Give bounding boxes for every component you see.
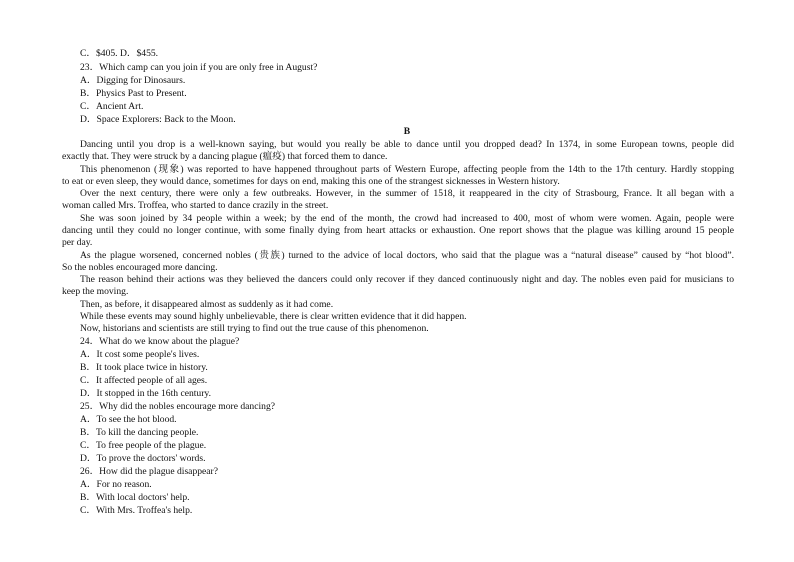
q23-option-d: D．Space Explorers: Back to the Moon.	[80, 114, 236, 125]
passage-line: exactly that. They were struck by a dancing plague (瘟疫) that forced them to dance.	[62, 151, 388, 162]
q24-option-c: C．It affected people of all ages.	[80, 375, 208, 386]
passage-line: So the nobles encouraged more dancing.	[62, 262, 218, 273]
passage-line: Then, as before, it disappeared almost as suddenly as it had come.	[80, 299, 334, 310]
q26-option-a: A．For no reason.	[80, 479, 152, 490]
section-label: B	[403, 126, 411, 137]
q23-option-c: C．Ancient Art.	[80, 101, 144, 112]
passage-line: This phenomenon (现象) was reported to have happened throughout parts of Western Europe, affecting people from the 14th to the 17th century. Hardly stopping	[80, 164, 734, 175]
q22-options-cd: C．$405. D．$455.	[80, 48, 159, 59]
q25-option-d: D．To prove the doctors' words.	[80, 453, 206, 464]
q26-option-b: B．With local doctors' help.	[80, 492, 190, 503]
passage-line: Now, historians and scientists are still trying to find out the true cause of this phenomenon.	[80, 323, 429, 334]
q25-question: 25．Why did the nobles encourage more dancing?	[80, 401, 276, 412]
q26-option-c: C．With Mrs. Troffea's help.	[80, 505, 193, 516]
passage-line: per day.	[62, 237, 93, 248]
q25-option-a: A．To see the hot blood.	[80, 414, 177, 425]
passage-line: As the plague worsened, concerned nobles (贵族) turned to the advice of local doctors, who said that the plague was a “natural disease” caused by “hot blood”.	[80, 250, 734, 261]
passage-line: She was soon joined by 34 people within a week; by the end of the month, the crowd had increased to 400, most of whom were women. Again, people were	[80, 213, 734, 224]
passage-line: dancing until they could no longer continue, with some finally dying from heart attacks or exhaustion. One report shows that the plague was killing around 15 people	[62, 225, 734, 236]
q23-option-b: B．Physics Past to Present.	[80, 88, 187, 99]
q26-question: 26．How did the plague disappear?	[80, 466, 219, 477]
q24-option-b: B．It took place twice in history.	[80, 362, 208, 373]
q23-question: 23．Which camp can you join if you are only free in August?	[80, 62, 318, 73]
passage-line: keep the moving.	[62, 286, 129, 297]
q24-option-a: A．It cost some people's lives.	[80, 349, 200, 360]
passage-line: The reason behind their actions was they believed the dancers could only recover if they danced continuously night and day. The nobles even paid for musicians to	[80, 274, 734, 285]
q24-option-d: D．It stopped in the 16th century.	[80, 388, 212, 399]
q25-option-b: B．To kill the dancing people.	[80, 427, 199, 438]
passage-line: woman called Mrs. Troffea, who started to dance crazily in the street.	[62, 200, 329, 211]
passage-line: While these events may sound highly unbelievable, there is clear written evidence that it did happen.	[80, 311, 467, 322]
passage-line: to eat or even sleep, they would dance, sometimes for days on end, making this one of the strangest sicknesses in Western history.	[62, 176, 560, 187]
q25-option-c: C．To free people of the plague.	[80, 440, 207, 451]
passage-line: Dancing until you drop is a well-known saying, but would you really be able to dance until you dropped dead? In 1374, in some European towns, people did	[80, 139, 734, 150]
q23-option-a: A．Digging for Dinosaurs.	[80, 75, 186, 86]
passage-line: Over the next century, there were only a few outbreaks. However, in the summer of 1518, it reappeared in the city of Strasbourg, France. It all began with a	[80, 188, 734, 199]
q24-question: 24．What do we know about the plague?	[80, 336, 240, 347]
